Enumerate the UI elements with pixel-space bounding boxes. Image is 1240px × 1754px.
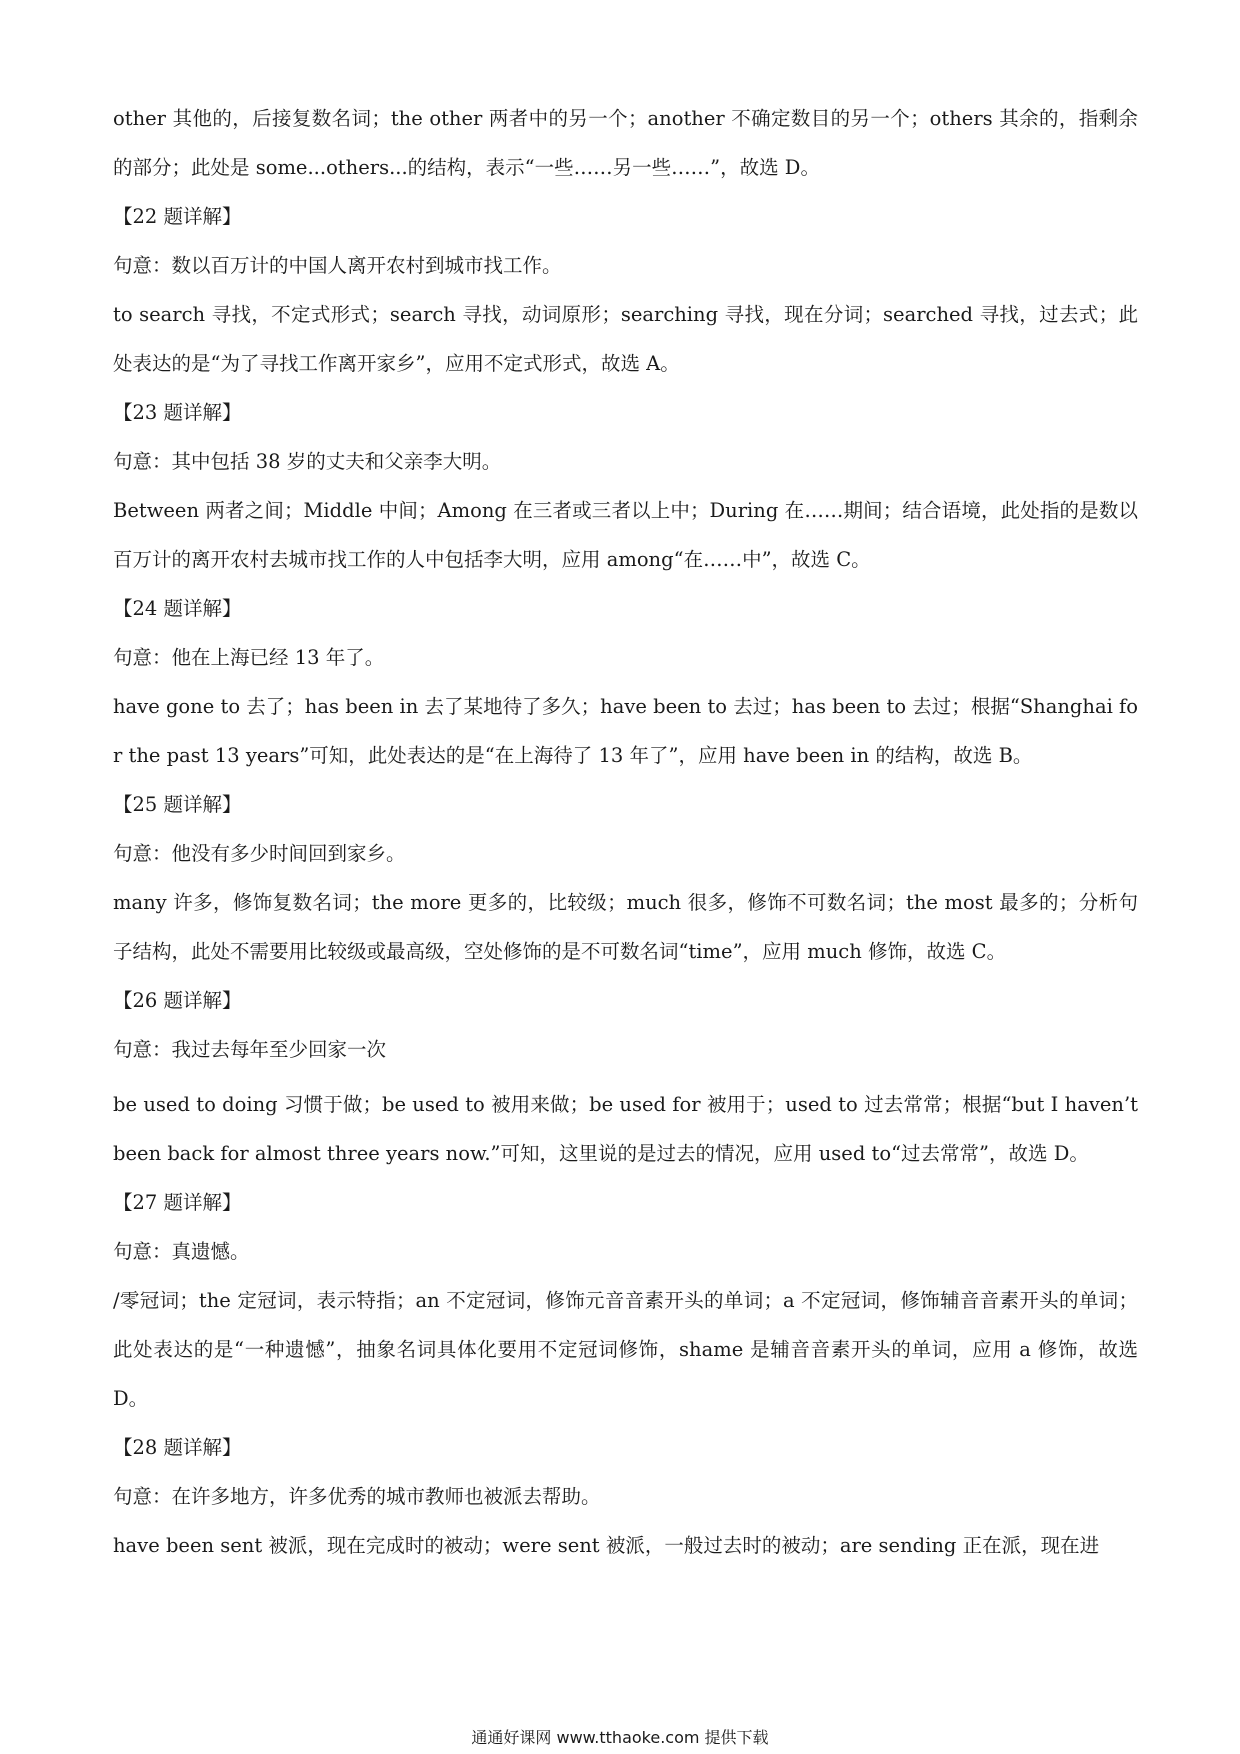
question-28-explanation: have been sent 被派，现在完成时的被动；were sent 被派，一般过去时的被动；are sending 正在派，现在进 <box>113 1534 1100 1557</box>
question-22-explanation: to search 寻找，不定式形式；search 寻找，动词原形；searching 寻找，现在分词；searched 寻找，过去式；此处表达的是“为了寻找工作离开家乡”，应用不定式形式，故选 A。 <box>113 303 1138 375</box>
page-footer: 通通好课网 www.tthaoke.com 提供下载 <box>471 1728 769 1747</box>
question-26-heading: 【26 题详解】 <box>113 989 242 1012</box>
question-25-explanation: many 许多，修饰复数名词；the more 更多的，比较级；much 很多，修饰不可数名词；the most 最多的；分析句子结构，此处不需要用比较级或最高级，空处修饰的是不可数名词“time”，应用 much 修饰，故选 C。 <box>113 891 1138 963</box>
question-23-meaning: 句意：其中包括 38 岁的丈夫和父亲李大明。 <box>113 450 502 473</box>
question-24-heading: 【24 题详解】 <box>113 597 242 620</box>
question-28-meaning: 句意：在许多地方，许多优秀的城市教师也被派去帮助。 <box>113 1485 601 1508</box>
document-body <box>113 94 1138 1570</box>
question-22-meaning: 句意：数以百万计的中国人离开农村到城市找工作。 <box>113 254 562 277</box>
question-27-heading: 【27 题详解】 <box>113 1191 242 1214</box>
question-23-heading: 【23 题详解】 <box>113 401 242 424</box>
question-27-meaning: 句意：真遗憾。 <box>113 1240 250 1263</box>
question-24-meaning: 句意：他在上海已经 13 年了。 <box>113 646 385 669</box>
question-25-meaning: 句意：他没有多少时间回到家乡。 <box>113 842 406 865</box>
question-27-explanation: /零冠词；the 定冠词，表示特指；an 不定冠词，修饰元音音素开头的单词；a 不定冠词，修饰辅音音素开头的单词；此处表达的是“一种遗憾”，抽象名词具体化要用不定冠词修饰，shame 是辅音音素开头的单词，应用 a 修饰，故选 D。 <box>113 1289 1138 1410</box>
question-26-explanation: be used to doing 习惯于做；be used to 被用来做；be used for 被用于；used to 过去常常；根据“but I haven’t been back for almost three years now.”可知，这里说的是过去的情况，应用 used to“过去常常”，故选 D。 <box>113 1093 1138 1165</box>
question-22-heading: 【22 题详解】 <box>113 205 242 228</box>
question-26-meaning: 句意：我过去每年至少回家一次 <box>113 1038 387 1061</box>
paragraph-21-explanation-end: other 其他的，后接复数名词；the other 两者中的另一个；another 不确定数目的另一个；others 其余的，指剩余的部分；此处是 some...others...的结构，表示“一些……另一些……”，故选 D。 <box>113 107 1138 179</box>
question-23-explanation: Between 两者之间；Middle 中间；Among 在三者或三者以上中；During 在……期间；结合语境，此处指的是数以百万计的离开农村去城市找工作的人中包括李大明，应用 among“在……中”，故选 C。 <box>113 499 1138 571</box>
question-28-heading: 【28 题详解】 <box>113 1436 242 1459</box>
question-25-heading: 【25 题详解】 <box>113 793 242 816</box>
question-24-explanation: have gone to 去了；has been in 去了某地待了多久；have been to 去过；has been to 去过；根据“Shanghai for the past 13 years”可知，此处表达的是“在上海待了 13 年了”，应用 have been in 的结构，故选 B。 <box>113 695 1138 767</box>
